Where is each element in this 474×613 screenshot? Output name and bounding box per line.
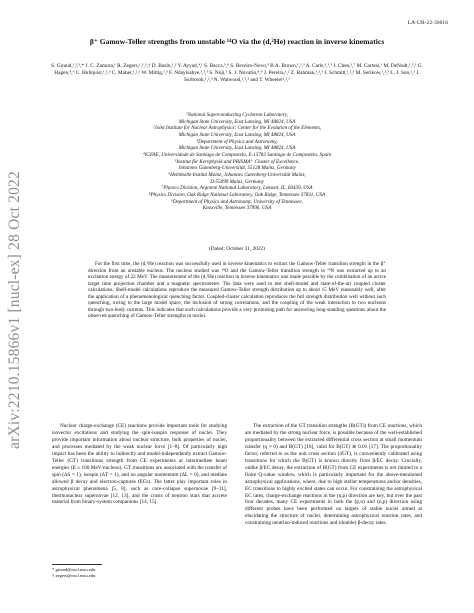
affiliation-line: ⁶Helmholtz-Institut Mainz, Johannes Gutenberg-Universität Mainz, xyxy=(168,171,306,178)
affiliation-line: D-55099 Mainz, Germany xyxy=(210,178,264,185)
footnote-email-zegers[interactable]: † zegers@nscl.msu.edu xyxy=(52,573,96,578)
body-column-right: The extraction of the GT transition strengths (B(GT)) from CE reactions, which are mediated by the strong nuclear force, is possible because of the well-established proportionality between the extracted differential cross section at small momentum transfer (q ≈ 0) and B(GT) [16], valid for B(GT) ≳ 0.01 [17]. The proportionality factor, referred to as the unit cross section (σ̂GT), is conveniently calibrated using transitions for which the B(GT) is known directly from β/EC decay. Crucially, unlike β/EC decay, the extraction of B(GT) from CE experiments is not limited to a finite Q-value window, which is particularly important for the above-mentioned astrophysical applications, where, due to high stellar temperatures and/or densities, EC transitions to highly excited states can occur. For constraining the astrophysical EC rates, charge-exchange reactions in the (n,p) direction are key, but over the past four decades, many CE experiments in both the (p,n) and (n,p) direction using different probes have been performed on targets of stable nuclei aimed at elucidating the structure of nuclei, determining astrophysical reaction rates, and constraining neutrino-induced reactions and (double) β-decay rates. xyxy=(245,423,422,527)
affiliation-list xyxy=(60,112,414,212)
affiliation-line: Michigan State University, East Lansing, MI 48824, USA xyxy=(178,118,296,125)
affiliation-line: ⁵Institut für Kernphysik and PRISMA⁺ Cluster of Excellence, xyxy=(174,158,300,165)
footnote-rule xyxy=(52,564,102,565)
affiliation-line: ⁷Physics Division, Argonne National Laboratory, Lemont, IL, 60439, USA xyxy=(161,185,313,192)
affiliation-line: Johannes Gutenberg-Universität, 55128 Mainz, Germany xyxy=(178,165,296,172)
author-list: S. Giraud,¹,²,³,* J. C. Zamora,¹ R. Zegers,¹,²,³,† D. Bazin,¹,³ Y. Ayyad,⁴,¹ S. Bacca,⁵,⁶ S. Beceiro-Novo,³ B.A. Brown,¹,²,³ A. Carls,¹,²,³ J. Chen,¹,⁷ M. Cortesi,¹ M. DeNudt,¹,²,³ G. Hagen,⁸,⁹ C. Hultquist,¹,²,³ C. Maher,¹,²,³ W. Mittig,¹,³ F. Ndayisabye,¹,²,³ S. Noji,¹ S. J. Novario,⁸,⁹ J. Pereira,¹,² Z. Rahman,¹,²,³ J. Schmitt,¹,²,³ M. Serikow,¹,²,³ L. J. Sun,¹,² J. Surbrook,¹,²,³ N. Watwood,¹,²,³ and T. Wheeler¹,²,³ xyxy=(51,63,423,83)
affiliation-line: ²Joint Institute for Nuclear Astrophysics: Center for the Evolution of the Elements, xyxy=(152,125,322,132)
arxiv-stamp xyxy=(6,160,24,460)
report-number: LA-UR-22-30616 xyxy=(407,20,448,26)
affiliation-line: Knoxville, Tennessee 37996, USA xyxy=(202,205,272,212)
abstract: For the first time, the (d,²He) reaction was successfully used in inverse kinematics to extract the Gamow-Teller transition strength in the β⁺ direction from an unstable nucleus. The nucleus studied was ¹⁴O and the Gamow-Teller transition strength to ¹⁴N was extracted up to an excitation energy of 22 MeV. The measurement of the (d,²He) reaction in inverse kinematics was made possible by the combination of an active target time projection chamber and a magnetic spectrometer. The data were used to test shell-model and state-of-the-art coupled cluster calculations. Shell-model calculations reproduce the measured Gamow-Teller strength distribution up to about 15 MeV reasonably well, after the application of a phenomenological quenching factor. Coupled-cluster calculation reproduces the full strength distribution well without such quenching, owing to the large model space, the inclusion of strong correlations, and the coupling of the weak interaction to two nucleons through two-body currents. This indicates that such calculations provide a very promising path for answering long-standing questions about the observed quenching of Gamow-Teller strengths in nuclei. xyxy=(88,261,386,320)
arxiv-identifier: arXiv:2210.15866v1 [nucl-ex] 28 Oct 2022 xyxy=(6,171,23,449)
affiliation-line: ³Department of Physics and Astronomy, xyxy=(196,138,278,145)
affiliation-line: Michigan State University, East Lansing, MI 48824, USA xyxy=(178,131,296,138)
affiliation-line: Michigan State University, East Lansing, MI 48824, USA xyxy=(178,145,296,152)
affiliation-line: ⁸Physics Division, Oak Ridge National Laboratory, Oak Ridge, Tennessee 37831, USA xyxy=(148,191,326,198)
affiliation-line: ⁴IGFAE, Universidade de Santiago de Compostela, E-15782 Santiago de Compostela, Spain xyxy=(142,151,332,158)
paper-title: β⁺ Gamow-Teller strengths from unstable ¹⁴O via the (d,²He) reaction in inverse kinematics xyxy=(89,37,385,46)
footnote-email-giraud[interactable]: * giraud@nscl.msu.edu xyxy=(52,567,96,572)
dated-line: (Dated: October 31, 2022) xyxy=(209,246,265,252)
affiliation-line: ¹National Superconducting Cyclotron Laboratory, xyxy=(186,112,288,118)
affiliation-line: ⁹Department of Physics and Astronomy, University of Tennessee, xyxy=(171,198,303,205)
body-column-left: Nuclear charge-exchange (CE) reactions provide important tools for studying isovector excitations and studying the spin-isospin response of nuclei. They provide important information about nuclear structure, bulk properties of nuclei, and processes mediated by the weak nuclear force [1–8]. Of particularly high impact has been the ability to indirectly and model-independently extract Gamow-Teller (GT) transitions strength from CE experiments at intermediate beam energies (E ≥ 100 MeV/nucleon). GT transitions are associated with the transfer of spin (ΔS = 1), isospin (ΔT = 1), and no angular momentum (ΔL = 0), and mediate allowed β decay and electron-captures (ECs). The latter play important roles in astrophysical phenomena [5, 8], such as core-collapse supernovae [9–11], thermonuclear supernovae [12, 13], and the crusts of neutron stars that accrete material from binary-system companions [14, 15]. xyxy=(52,423,227,506)
